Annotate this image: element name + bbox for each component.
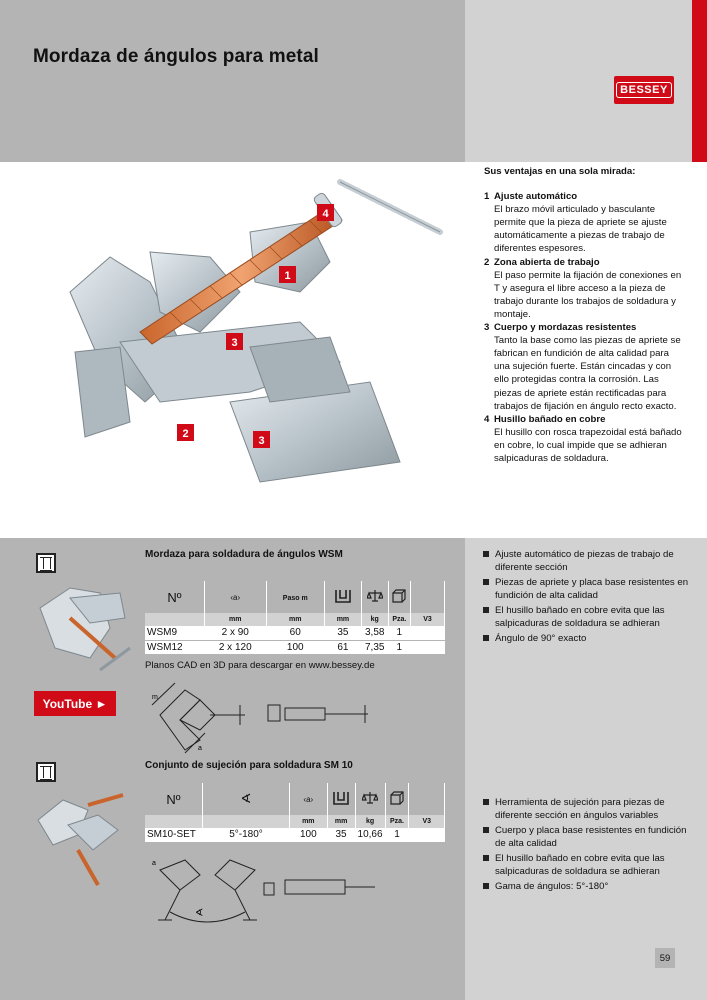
advantage-item [484, 413, 684, 465]
cell-kg: 3,58 [361, 626, 388, 640]
box-icon [390, 791, 404, 805]
unit-cell: Pza. [385, 815, 409, 828]
advantages-list [484, 165, 684, 465]
cell-pza: 1 [385, 828, 409, 842]
unit-cell: kg [355, 815, 385, 828]
col-v3 [409, 783, 445, 815]
cell-pza: 1 [388, 640, 411, 654]
bullet-icon [483, 855, 489, 861]
advantage-number: 4 [484, 413, 490, 425]
col-pack-icon [388, 581, 411, 613]
cell-m: 100 [266, 640, 324, 654]
units-row [145, 815, 445, 828]
list-item: Gama de ángulos: 5°-180° [481, 880, 691, 893]
table-header-row [145, 581, 445, 613]
clamp-type-icon [36, 553, 56, 573]
wsm-spec-table [145, 581, 445, 655]
cell-depth: 35 [327, 828, 355, 842]
advantage-title: Husillo bañado en cobre [494, 413, 606, 425]
bullet-icon [483, 799, 489, 805]
advantage-title: Zona abierta de trabajo [494, 256, 600, 268]
advantage-number: 3 [484, 322, 490, 334]
product-hero-image [0, 162, 480, 492]
col-paso: Paso m [266, 581, 324, 613]
sm10-product-image [28, 790, 138, 890]
brand-bar [692, 0, 707, 162]
callout-2 [177, 424, 194, 441]
list-item: Ángulo de 90° exacto [481, 632, 691, 645]
unit-cell: V3 [409, 815, 445, 828]
clamp-type-icon [36, 762, 56, 782]
bessey-logo [614, 76, 674, 104]
col-depth-icon [324, 581, 361, 613]
callout-3b [253, 431, 270, 448]
table-header-row [145, 783, 445, 815]
cell-m: 60 [266, 626, 324, 640]
depth-icon [334, 588, 352, 604]
cell-no: WSM9 [145, 626, 204, 640]
cell-v3 [411, 626, 445, 640]
dim-label-a: a [198, 745, 202, 752]
bullet-icon [483, 607, 489, 613]
dim-label-a: a [152, 860, 156, 867]
cell-no: WSM12 [145, 640, 204, 654]
cad-download-note: Planos CAD en 3D para descargar en www.bessey.de [145, 660, 375, 671]
advantage-item [484, 190, 684, 255]
col-depth-icon [327, 783, 355, 815]
advantage-number: 1 [484, 191, 490, 203]
wsm-product-image [30, 578, 140, 678]
svg-text:3: 3 [258, 435, 265, 447]
unit-cell: mm [327, 815, 355, 828]
col-a: ‹a› [289, 783, 327, 815]
list-item: El husillo bañado en cobre evita que las salpicaduras de soldadura se adhieran [481, 604, 691, 630]
scale-icon [362, 791, 378, 805]
sm10-spec-table [145, 783, 445, 843]
bullet-icon [483, 827, 489, 833]
unit-cell: mm [204, 613, 266, 626]
cell-kg: 10,66 [355, 828, 385, 842]
youtube-button[interactable]: YouTube ► [34, 691, 116, 716]
advantage-number: 2 [484, 256, 490, 268]
wsm-technical-drawing [140, 675, 410, 755]
advantage-title: Ajuste automático [494, 191, 578, 203]
dim-label-m: m [152, 694, 158, 701]
section-title-wsm: Mordaza para soldadura de ángulos WSM [145, 549, 343, 560]
base-left [75, 347, 130, 437]
brand-name: BESSEY [616, 82, 672, 98]
cell-depth: 61 [324, 640, 361, 654]
cell-kg: 7,35 [361, 640, 388, 654]
unit-cell: V3 [411, 613, 445, 626]
bullet-icon [483, 883, 489, 889]
unit-cell: kg [361, 613, 388, 626]
advantage-text: Tanto la base como las piezas de apriete se fabrican en fundición de alta calidad para una sujeción fuerte. Están cincadas y con ello protegidas contra la corrosión. Las piezas de apriete están rectificadas para trabajos de fijación en ángulo recto exacto. [494, 335, 681, 412]
cell-a: 100 [289, 828, 327, 842]
box-icon [392, 589, 406, 603]
col-weight-icon [355, 783, 385, 815]
cell-pza: 1 [388, 626, 411, 640]
angle-label: ∢ [195, 908, 204, 919]
unit-cell: Pza. [388, 613, 411, 626]
table-row [145, 828, 445, 842]
col-no: Nº [145, 581, 204, 613]
cell-v3 [411, 640, 445, 654]
svg-text:4: 4 [322, 208, 329, 220]
page-title: Mordaza de ángulos para metal [33, 46, 319, 67]
callout-1 [279, 266, 296, 283]
col-no: Nº [145, 783, 203, 815]
depth-icon [332, 790, 350, 806]
sm10-technical-drawing [140, 850, 440, 935]
units-row [145, 613, 445, 626]
table-row [145, 640, 445, 654]
table-row [145, 626, 445, 640]
section-title-sm10: Conjunto de sujeción para soldadura SM 10 [145, 760, 353, 771]
advantage-title: Cuerpo y mordazas resistentes [494, 322, 637, 334]
list-item: Herramienta de sujeción para piezas de diferente sección en ángulos variables [481, 796, 691, 822]
bullet-icon [483, 551, 489, 557]
svg-text:1: 1 [284, 270, 291, 282]
scale-icon [367, 589, 383, 603]
pressure-piece [250, 337, 350, 402]
cell-angle: 5°-180° [203, 828, 290, 842]
col-pack-icon [385, 783, 409, 815]
advantage-text: El husillo con rosca trapezoidal está bañado en cobre, lo cual impide que se adhieran salpicaduras de soldadura. [494, 426, 682, 464]
cell-depth: 35 [324, 626, 361, 640]
header-band [0, 0, 465, 162]
unit-cell: mm [324, 613, 361, 626]
list-item: Ajuste automático de piezas de trabajo de diferente sección [481, 548, 691, 574]
col-angle: ∢ [203, 783, 290, 815]
cell-a: 2 x 90 [204, 626, 266, 640]
svg-text:2: 2 [182, 428, 189, 440]
advantages-heading: Sus ventajas en una sola mirada: [484, 166, 636, 177]
callout-3a [226, 333, 243, 350]
unit-cell: mm [289, 815, 327, 828]
sm10-feature-list [481, 796, 691, 895]
bullet-icon [483, 635, 489, 641]
col-weight-icon [361, 581, 388, 613]
list-item: Piezas de apriete y placa base resistentes en fundición de alta calidad [481, 576, 691, 602]
list-item: Cuerpo y placa base resistentes en fundición de alta calidad [481, 824, 691, 850]
wsm-feature-list [481, 548, 691, 647]
advantage-item [484, 256, 684, 321]
list-item: El husillo bañado en cobre evita que las salpicaduras de soldadura se adhieran [481, 852, 691, 878]
unit-cell: mm [266, 613, 324, 626]
col-a: ‹a› [204, 581, 266, 613]
cell-v3 [409, 828, 445, 842]
advantage-text: El brazo móvil articulado y basculante permite que la pieza de apriete se ajuste automáticamente a piezas de trabajo de diferentes espesores. [494, 204, 667, 255]
svg-text:3: 3 [231, 337, 238, 349]
cell-a: 2 x 120 [204, 640, 266, 654]
bullet-icon [483, 579, 489, 585]
advantage-item [484, 321, 684, 413]
cell-no: SM10-SET [145, 828, 203, 842]
col-v3 [411, 581, 445, 613]
callout-4 [317, 204, 334, 221]
advantage-text: El paso permite la fijación de conexiones en T y asegura el libre acceso a la pieza de trabajo durante los trabajos de soldadura y montaje. [494, 269, 682, 320]
page-number: 59 [655, 948, 675, 968]
